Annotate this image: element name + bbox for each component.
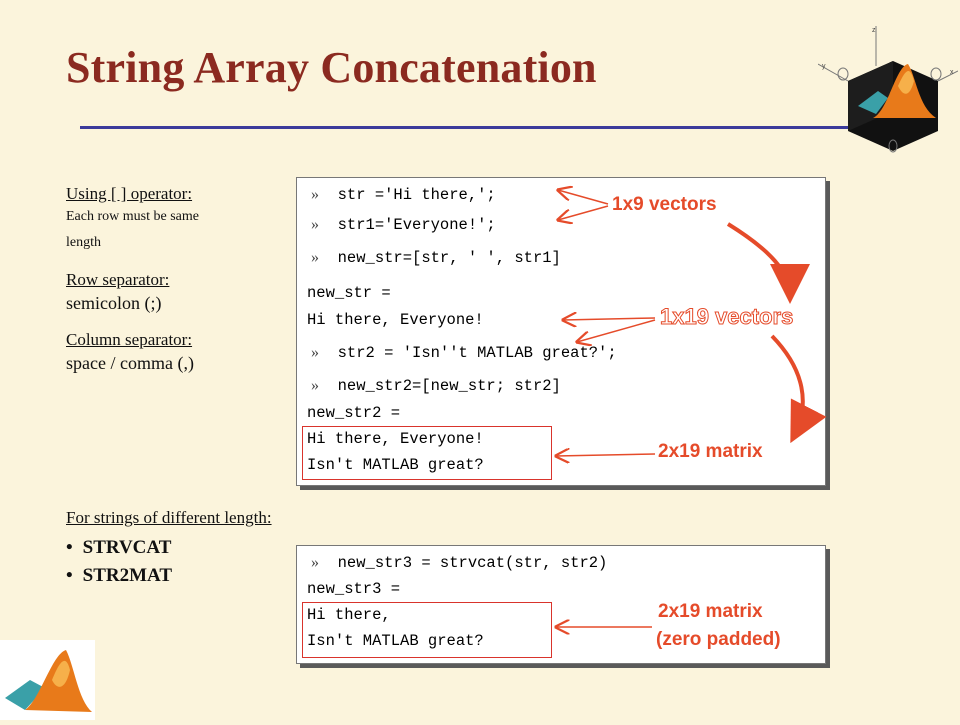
matrix-highlight-box (302, 602, 552, 658)
left-panel (66, 184, 296, 390)
list-item: • STRVCAT (66, 534, 172, 562)
row-desc: semicolon (;) (66, 293, 162, 313)
col-header: Column separator: (66, 330, 193, 349)
code-text: str2 = 'Isn''t MATLAB great?'; (337, 344, 617, 362)
annotation-2x19-matrix: 2x19 matrix (658, 441, 763, 462)
title-underline (80, 126, 858, 129)
using-header: Using [ ] operator: (66, 184, 193, 203)
using-section (66, 184, 296, 256)
annotation-1x19-vectors: 1x19 vectors (660, 304, 794, 329)
code-text: new_str2=[new_str; str2] (337, 377, 561, 395)
matlab-logo-icon (0, 640, 95, 720)
svg-text:y: y (822, 63, 826, 70)
svg-text:z: z (872, 27, 876, 34)
slide-title: String Array Concatenation (66, 43, 597, 92)
col-section (66, 330, 296, 376)
code-text: str ='Hi there,'; (337, 186, 496, 204)
prompt-symbol: » (311, 554, 319, 571)
col-desc: space / comma (,) (66, 353, 194, 373)
different-length-header: For strings of different length: (66, 508, 272, 527)
code-line (311, 186, 496, 204)
prompt-symbol: » (311, 216, 319, 233)
svg-text:x: x (950, 69, 954, 76)
prompt-symbol: » (311, 344, 319, 361)
prompt-symbol: » (311, 377, 319, 394)
code-output: Hi there, Everyone! (307, 430, 484, 448)
code-output: new_str2 = (307, 404, 401, 422)
code-output: new_str3 = (307, 580, 401, 598)
prompt-symbol: » (311, 186, 319, 203)
code-text: new_str3 = strvcat(str, str2) (337, 554, 608, 572)
matlab-3d-axes-logo (818, 26, 958, 156)
list-item: • STR2MAT (66, 562, 172, 590)
code-text: str1='Everyone!'; (337, 216, 496, 234)
code-line (311, 377, 561, 395)
code-output: Isn't MATLAB great? (307, 632, 484, 650)
code-box-concatenation (296, 177, 826, 486)
code-text: new_str=[str, ' ', str1] (337, 249, 561, 267)
code-line (311, 554, 607, 572)
code-line (311, 344, 617, 362)
prompt-symbol: » (311, 249, 319, 266)
code-line (311, 249, 561, 267)
using-desc-2: length (66, 235, 101, 250)
matrix-highlight-box (302, 426, 552, 480)
using-desc-1: Each row must be same (66, 209, 199, 224)
code-output: Hi there, Everyone! (307, 311, 484, 329)
function-list (66, 534, 172, 590)
annotation-1x9-vectors: 1x9 vectors (612, 194, 717, 215)
code-output: new_str = (307, 284, 391, 302)
code-output: Hi there, (307, 606, 391, 624)
matlab-logo-corner (0, 640, 95, 720)
row-header: Row separator: (66, 270, 170, 289)
code-line (311, 216, 496, 234)
code-output: Isn't MATLAB great? (307, 456, 484, 474)
annotation-2x19-zero-padded-line1: 2x19 matrix (658, 601, 763, 622)
row-section (66, 270, 296, 316)
annotation-2x19-zero-padded-line2: (zero padded) (656, 629, 781, 650)
